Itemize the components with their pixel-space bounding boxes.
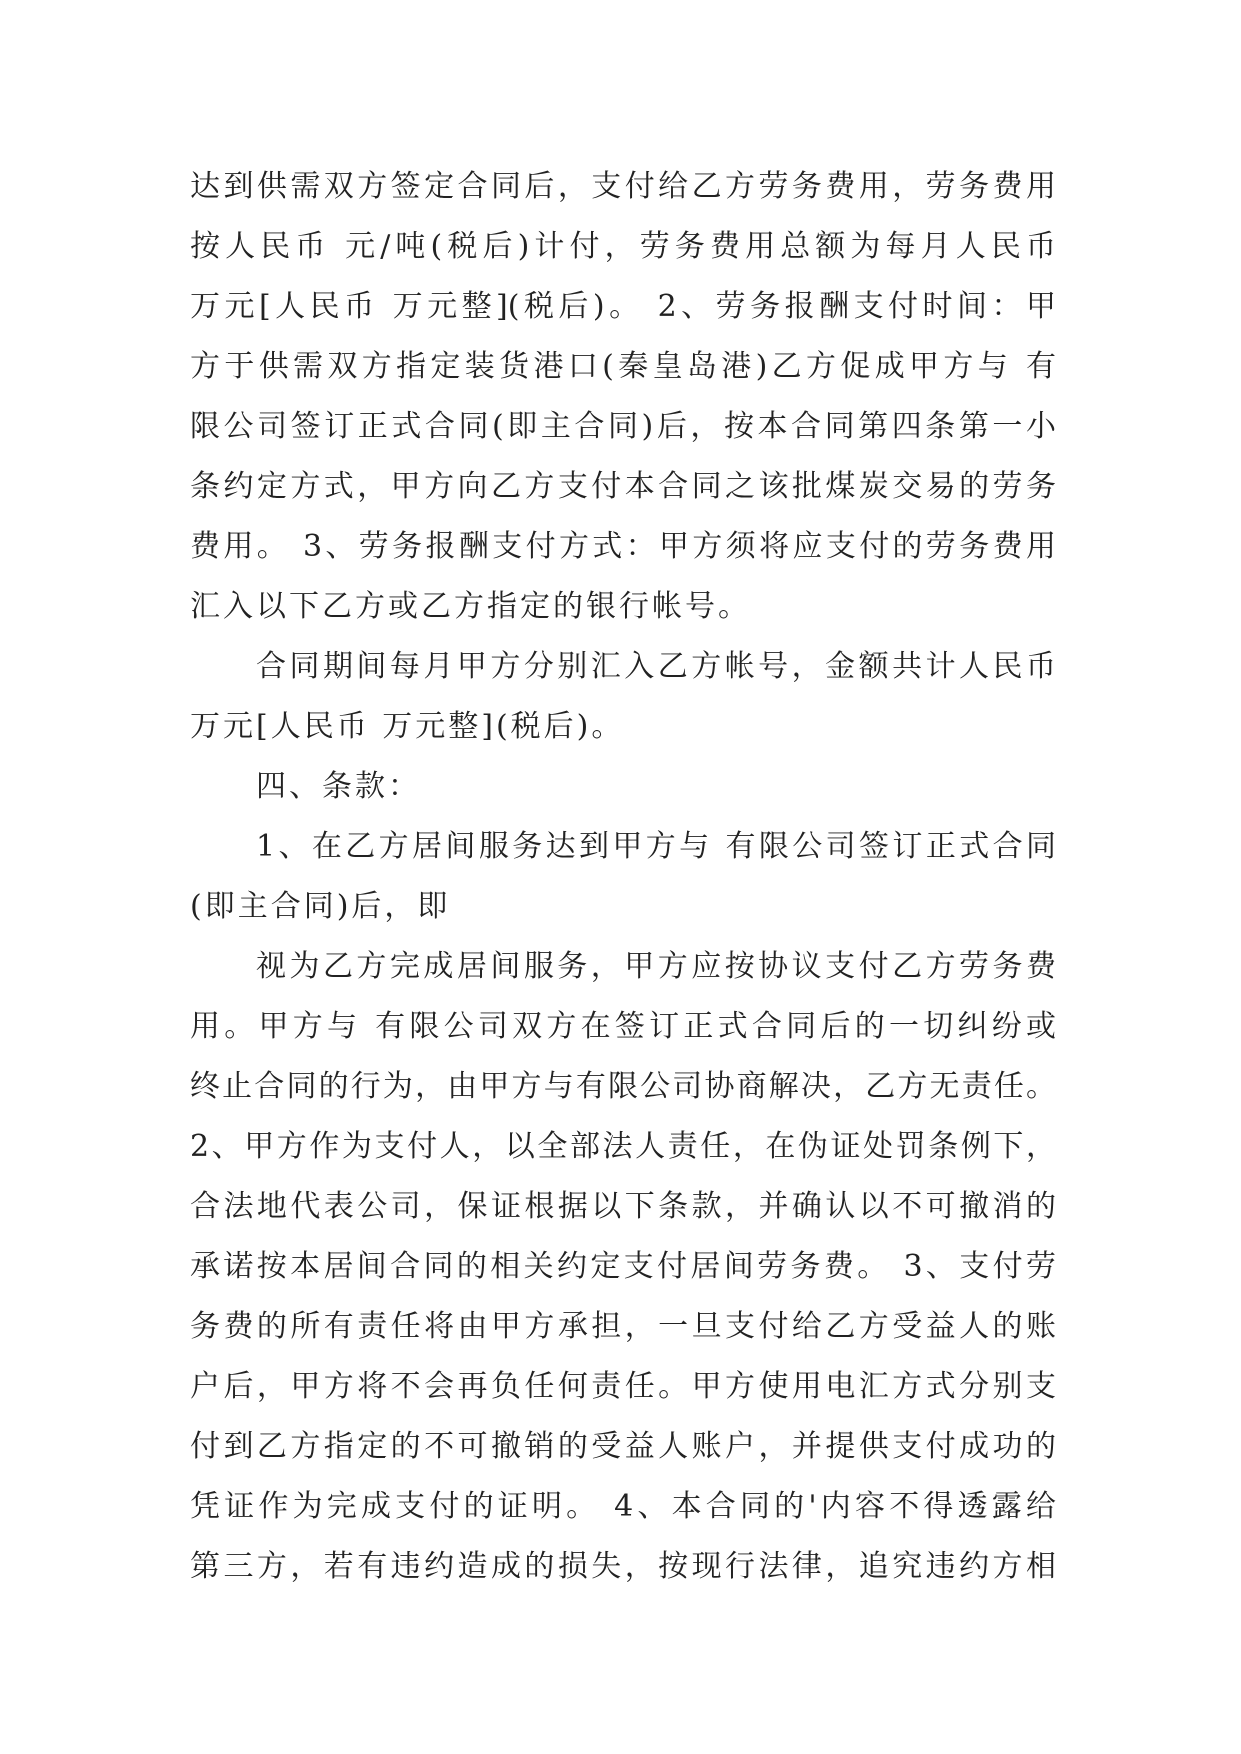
text-line: 第三方，若有违约造成的损失，按现行法律，追究违约方相	[190, 1549, 1056, 1584]
text-line: 万元[人民币 万元整](税后)。 2、劳务报酬支付时间：甲	[190, 289, 1056, 324]
text-line: 凭证作为完成支付的证明。 4、本合同的'内容不得透露给	[190, 1489, 1056, 1524]
text-line: 达到供需双方签定合同后，支付给乙方劳务费用，劳务费用	[190, 169, 1056, 204]
text-line: 2、甲方作为支付人，以全部法人责任，在伪证处罚条例下，	[190, 1129, 1056, 1164]
text-line: 限公司签订正式合同(即主合同)后，按本合同第四条第一小	[190, 409, 1056, 444]
paragraph-contract-period	[190, 637, 1056, 757]
section-heading-clauses	[190, 757, 1056, 817]
paragraph-payment-terms	[190, 157, 1056, 637]
text-line: 方于供需双方指定装货港口(秦皇岛港)乙方促成甲方与 有	[190, 349, 1056, 384]
paragraph-clause-1	[190, 817, 1056, 937]
text-line: 合法地代表公司，保证根据以下条款，并确认以不可撤消的	[190, 1189, 1056, 1224]
text-line: 按人民币 元/吨(税后)计付，劳务费用总额为每月人民币	[190, 229, 1056, 264]
document-body	[190, 157, 1056, 1597]
text-line: 汇入以下乙方或乙方指定的银行帐号。	[190, 589, 751, 624]
text-line: 务费的所有责任将由甲方承担，一旦支付给乙方受益人的账	[190, 1309, 1056, 1344]
text-line: 付到乙方指定的不可撤销的受益人账户，并提供支付成功的	[190, 1429, 1056, 1464]
section-heading: 四、条款：	[256, 769, 421, 804]
text-line: (即主合同)后，即	[190, 889, 451, 924]
text-line: 承诺按本居间合同的相关约定支付居间劳务费。 3、支付劳	[190, 1249, 1056, 1284]
text-line: 视为乙方完成居间服务，甲方应按协议支付乙方劳务费	[256, 949, 1056, 984]
text-line: 1、在乙方居间服务达到甲方与 有限公司签订正式合同	[256, 829, 1056, 864]
text-line: 终止合同的行为，由甲方与有限公司协商解决，乙方无责任。	[190, 1069, 1056, 1104]
text-line: 户后，甲方将不会再负任何责任。甲方使用电汇方式分别支	[190, 1369, 1056, 1404]
text-line: 用。甲方与 有限公司双方在签订正式合同后的一切纠纷或	[190, 1009, 1056, 1044]
text-line: 条约定方式，甲方向乙方支付本合同之该批煤炭交易的劳务	[190, 469, 1056, 504]
text-line: 费用。 3、劳务报酬支付方式：甲方须将应支付的劳务费用	[190, 529, 1056, 564]
paragraph-clause-details	[190, 937, 1056, 1597]
text-line: 合同期间每月甲方分别汇入乙方帐号，金额共计人民币	[256, 649, 1056, 684]
text-line: 万元[人民币 万元整](税后)。	[190, 709, 625, 744]
